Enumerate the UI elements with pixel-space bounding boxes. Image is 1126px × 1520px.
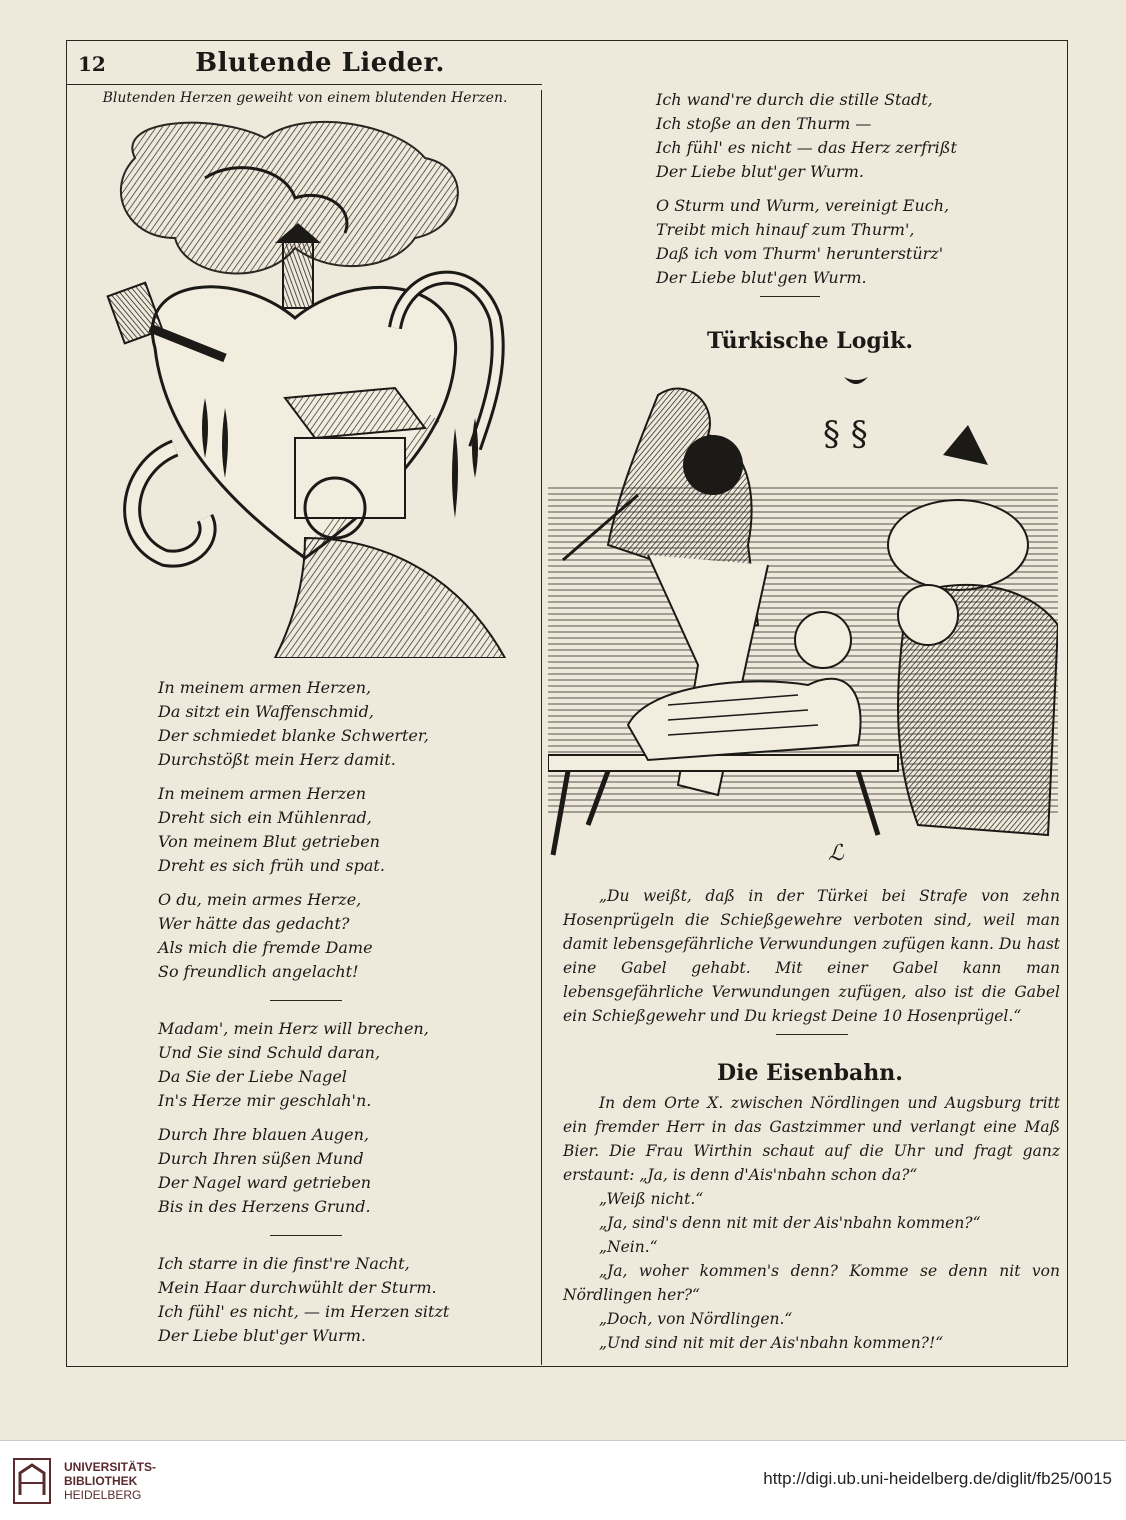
poem-stanza [158, 782, 458, 878]
poem-line: In meinem armen Herzen [158, 784, 366, 803]
permalink-url[interactable]: http://digi.ub.uni-heidelberg.de/diglit/fb25/0015 [763, 1469, 1112, 1488]
column-divider [541, 90, 542, 1365]
poem-line: Bis in des Herzens Grund. [158, 1197, 371, 1216]
poem-stanza [158, 1017, 458, 1113]
poem-line: Daß ich vom Thurm' herunterstürz' [656, 244, 944, 263]
poem-line: Ich starre in die finst're Nacht, [158, 1254, 410, 1273]
poem-line: Ich fühl' es nicht — das Herz zerfrißt [656, 138, 957, 157]
poem-stanza [158, 888, 458, 984]
svg-text:ℒ: ℒ [828, 841, 844, 866]
dialog-line: „Und sind nit mit der Ais'nbahn kommen?!“ [599, 1334, 944, 1352]
poem-line: Da sitzt ein Waffenschmid, [158, 702, 374, 721]
poem-line: Von meinem Blut getrieben [158, 832, 380, 851]
section-heading-turkish-logic: Türkische Logik. [706, 328, 914, 354]
dialog-line: „Doch, von Nördlingen.“ [599, 1310, 793, 1328]
paragraph: „Du weißt, daß in der Türkei bei Strafe von zehn Hosenprügeln die Schießgewehre verboten sind, weil man damit lebensgefährliche Verwundungen zufügen kann. Du hast eine Gabel gehabt. Mit einer Gabel kann man lebensgefährliche Verwundungen zufügen, also ist die Gabel ein Schießgewehr und Du kriegst Deine 10 Hosenprügel.“ [563, 887, 1060, 1025]
library-line: UNIVERSITÄTS- [64, 1460, 157, 1474]
section-separator [270, 1235, 342, 1236]
poem-line: In meinem armen Herzen, [158, 678, 372, 697]
poem-line: Der schmiedet blanke Schwerter, [158, 726, 429, 745]
dialog-line: „Weiß nicht.“ [599, 1190, 704, 1208]
poem-line: Und Sie sind Schuld daran, [158, 1043, 381, 1062]
dialog-line: „Ja, woher kommen's denn? Komme se denn nit von Nördlingen her?“ [563, 1262, 1060, 1304]
poem-stanza [158, 1123, 458, 1219]
poem-line: Als mich die fremde Dame [158, 938, 373, 957]
poem-line: Treibt mich hinauf zum Thurm', [656, 220, 915, 239]
poem-stanza [158, 1252, 458, 1348]
poem-line: Dreht es sich früh und spat. [158, 856, 385, 875]
poem-line: So freundlich angelacht! [158, 962, 359, 981]
poem-line: Ich stoße an den Thurm — [656, 114, 872, 133]
poem-line: In's Herze mir geschlah'n. [158, 1091, 372, 1110]
poem-line: Da Sie der Liebe Nagel [158, 1067, 347, 1086]
section-heading-eisenbahn: Die Eisenbahn. [717, 1060, 903, 1086]
library-line: HEIDELBERG [64, 1488, 142, 1502]
bleeding-heart-illustration [95, 118, 510, 658]
dedication: Blutenden Herzen geweiht von einem blutenden Herzen. [102, 90, 508, 106]
turkish-logic-text [563, 884, 1060, 1028]
poem-line: Der Nagel ward getrieben [158, 1173, 372, 1192]
svg-text:§ §: § § [823, 414, 868, 454]
poem-line: Durchstößt mein Herz damit. [158, 750, 396, 769]
poem-line: Der Liebe blut'ger Wurm. [656, 162, 864, 181]
viewer-footer [0, 1440, 1126, 1520]
poem-line: Durch Ihre blauen Augen, [158, 1125, 369, 1144]
poem-stanza [158, 676, 458, 772]
header-rule [66, 84, 542, 85]
paragraph: In dem Orte X. zwischen Nördlingen und Augsburg tritt ein fremder Herr in das Gastzimmer und verlangt eine Maß Bier. Die Frau Wirthin schaut auf die Uhr und fragt ganz erstaunt: „Ja, is denn d'Ais'nbahn schon da?“ [563, 1094, 1060, 1184]
poem-line: Durch Ihren süßen Mund [158, 1149, 364, 1168]
page-title: Blutende Lieder. [195, 48, 445, 78]
poem-line: Madam', mein Herz will brechen, [158, 1019, 429, 1038]
poem-line: Mein Haar durchwühlt der Sturm. [158, 1278, 437, 1297]
poem-line: Ich fühl' es nicht, — im Herzen sitzt [158, 1302, 450, 1321]
poem-line: Ich wand're durch die stille Stadt, [656, 90, 933, 109]
heidelberg-logo-icon[interactable] [12, 1457, 52, 1505]
poem-stanza [656, 194, 996, 290]
dialog-line: „Ja, sind's denn nit mit der Ais'nbahn kommen?“ [599, 1214, 981, 1232]
poem-line: Wer hätte das gedacht? [158, 914, 350, 933]
section-separator [760, 296, 820, 297]
dialog-line: „Nein.“ [599, 1238, 658, 1256]
poem-line: O Sturm und Wurm, vereinigt Euch, [656, 196, 950, 215]
eisenbahn-text [563, 1091, 1060, 1355]
poem-line: Dreht sich ein Mühlenrad, [158, 808, 372, 827]
page-number: 12 [78, 52, 106, 76]
section-separator [270, 1000, 342, 1001]
poem-line: Der Liebe blut'ger Wurm. [158, 1326, 366, 1345]
poem-line: O du, mein armes Herze, [158, 890, 362, 909]
poem-line: Der Liebe blut'gen Wurm. [656, 268, 867, 287]
library-name[interactable] [64, 1460, 156, 1502]
turkish-logic-illustration [548, 365, 1058, 870]
library-line: BIBLIOTHEK [64, 1474, 138, 1488]
left-poem [158, 676, 458, 1358]
poem-stanza [656, 88, 996, 184]
right-poem [656, 88, 996, 300]
section-separator [776, 1034, 848, 1035]
